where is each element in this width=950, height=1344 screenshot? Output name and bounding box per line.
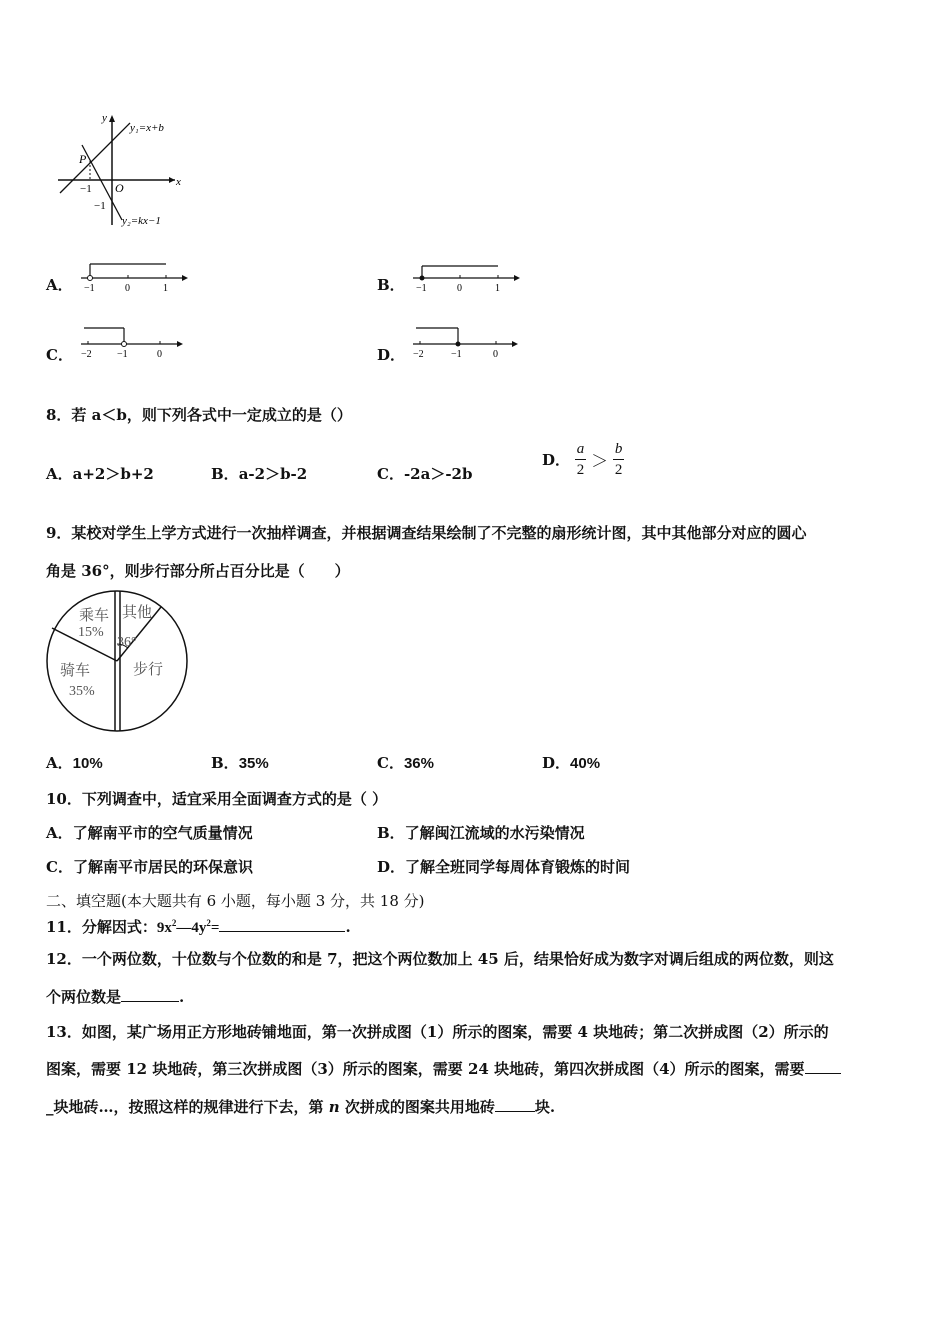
q12-line2: 个两位数是 . bbox=[46, 988, 185, 1006]
q10-stem: 10．下列调查中，适宜采用全面调查方式的是（ ） bbox=[46, 790, 388, 808]
option-label: A． bbox=[46, 465, 73, 483]
line1-label: y₁=x+b bbox=[130, 122, 164, 134]
q10-option-b[interactable]: B．了解闽江流域的水污染情况 bbox=[377, 824, 585, 842]
q13-answer-blank-2[interactable] bbox=[495, 1097, 535, 1112]
q9-option-c[interactable] bbox=[377, 752, 434, 773]
x-axis-label: x bbox=[176, 176, 181, 188]
q8-option-b[interactable] bbox=[211, 463, 307, 484]
q9-option-a[interactable] bbox=[46, 752, 103, 773]
section-heading: 二、填空题(本大题共有 6 小题，每小题 3 分，共 18 分) bbox=[46, 892, 425, 910]
neg1-x-label: −1 bbox=[80, 183, 92, 195]
q7-graph bbox=[50, 105, 200, 230]
q8-option-a[interactable] bbox=[46, 463, 154, 484]
tick-label: −1 bbox=[416, 283, 427, 294]
q9-option-d[interactable] bbox=[542, 752, 600, 773]
q9-stem-line1: 9．某校对学生上学方式进行一次抽样调查，并根据调查结果绘制了不完整的扇形统计图，其中其他部分对应的圆心 bbox=[46, 524, 807, 542]
q7-option-c-label[interactable]: C． bbox=[46, 346, 73, 364]
tick-label: 0 bbox=[457, 283, 462, 294]
q8-option-d[interactable] bbox=[542, 439, 624, 480]
q13-line1: 13．如图，某广场用正方形地砖铺地面，第一次拼成图（1）所示的图案，需要 4 块地砖；第二次拼成图（2）所示的 bbox=[46, 1023, 829, 1041]
option-label: B． bbox=[211, 465, 239, 483]
q12-line1: 12．一个两位数，十位数与个位数的和是 7，把这个两位数加上 45 后，结果恰好成为数字对调后组成的两位数，则这 bbox=[46, 950, 834, 968]
q7-option-c-numberline bbox=[76, 322, 191, 362]
point-p-label: P bbox=[79, 152, 87, 166]
neg1-y-label: −1 bbox=[94, 200, 106, 212]
tick-label: −1 bbox=[84, 283, 95, 294]
tick-label: 1 bbox=[495, 283, 500, 294]
pie-label-ride-pct: 15% bbox=[78, 625, 104, 640]
line2-label: y₂=kx−1 bbox=[122, 215, 161, 227]
option-text: 10% bbox=[72, 755, 103, 772]
option-label: A． bbox=[46, 754, 73, 772]
option-label: B． bbox=[211, 754, 239, 772]
q8-option-c[interactable] bbox=[377, 463, 473, 484]
option-text: 36% bbox=[403, 755, 434, 772]
option-label: D． bbox=[542, 754, 571, 772]
tick-label: 0 bbox=[157, 349, 162, 360]
pie-label-angle: 36° bbox=[117, 635, 137, 650]
q11-stem: 11．分解因式： bbox=[46, 918, 157, 936]
fraction-a-over-2: $\frac{a}{2}$ bbox=[576, 441, 585, 478]
q13-line2: 图案，需要 12 块地砖，第三次拼成图（3）所示的图案，需要 24 块地砖，第四次拼成图（4）所示的图案，需要 bbox=[46, 1058, 841, 1079]
origin-label: O bbox=[115, 181, 124, 195]
tick-label: −2 bbox=[81, 349, 92, 360]
q7-option-b-numberline bbox=[408, 256, 523, 296]
option-label: D． bbox=[542, 451, 571, 469]
option-text: -2a＞-2b bbox=[403, 465, 473, 483]
tick-label: −1 bbox=[451, 349, 462, 360]
q11-answer-blank[interactable] bbox=[219, 917, 345, 932]
tick-label: 0 bbox=[125, 283, 130, 294]
pie-label-ride: 乘车 bbox=[79, 608, 110, 624]
q12-answer-blank[interactable] bbox=[121, 987, 179, 1002]
tick-label: −1 bbox=[117, 349, 128, 360]
pie-label-walk: 步行 bbox=[133, 662, 164, 678]
q11: 11．分解因式：$9x^2—4y^2=$ . bbox=[46, 918, 351, 936]
tick-label: 0 bbox=[493, 349, 498, 360]
q7-option-a-numberline bbox=[76, 256, 191, 296]
q11-expression: $9x^2—4y^2=$ bbox=[156, 918, 220, 936]
q7-option-a-label[interactable]: A． bbox=[46, 276, 73, 294]
q10-option-a[interactable]: A．了解南平市的空气质量情况 bbox=[46, 824, 253, 842]
tick-label: 1 bbox=[163, 283, 168, 294]
q7-option-d-numberline bbox=[408, 322, 523, 362]
option-label: C． bbox=[377, 754, 404, 772]
q9-pie-chart bbox=[42, 590, 192, 735]
pie-label-bike: 骑车 bbox=[60, 663, 91, 679]
q9-option-b[interactable] bbox=[211, 752, 269, 773]
q13-answer-blank-1[interactable] bbox=[805, 1059, 841, 1074]
q7-option-b-label[interactable]: B． bbox=[377, 276, 405, 294]
greater-sign: ＞ bbox=[591, 452, 609, 472]
y-axis-label: y bbox=[102, 112, 107, 124]
option-text: a-2＞b-2 bbox=[238, 465, 308, 483]
q9-stem-line2: 角是 36°，则步行部分所占百分比是（ ） bbox=[46, 562, 350, 580]
q10-option-c[interactable]: C．了解南平市居民的环保意识 bbox=[46, 858, 253, 876]
pie-label-other: 其他 bbox=[122, 605, 153, 621]
q8-stem: 8．若 a＜b，则下列各式中一定成立的是（） bbox=[46, 406, 352, 424]
option-text: 40% bbox=[570, 755, 601, 772]
pie-label-bike-pct: 35% bbox=[69, 684, 95, 699]
q7-option-d-label[interactable]: D． bbox=[377, 346, 406, 364]
q13-line3: _块地砖…，按照这样的规律进行下去，第 n 次拼成的图案共用地砖 块. bbox=[46, 1098, 556, 1116]
q10-option-d[interactable]: D．了解全班同学每周体育锻炼的时间 bbox=[377, 858, 631, 876]
fraction-b-over-2: $\frac{b}{2}$ bbox=[614, 441, 623, 478]
option-text: 35% bbox=[238, 755, 269, 772]
option-label: C． bbox=[377, 465, 404, 483]
option-text: a+2＞b+2 bbox=[72, 465, 154, 483]
tick-label: −2 bbox=[413, 349, 424, 360]
